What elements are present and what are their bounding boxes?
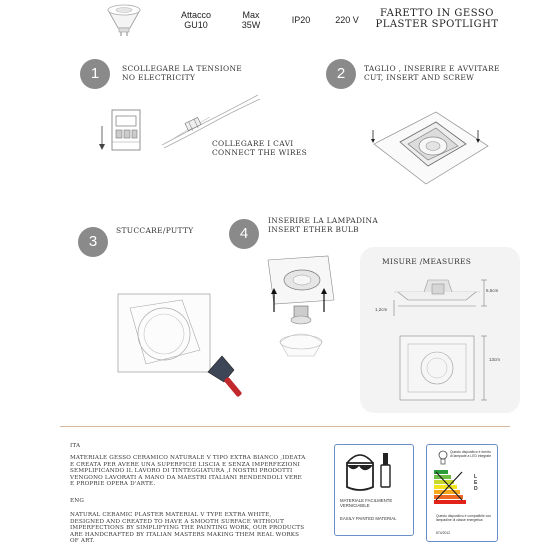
energy-class-bars: [434, 470, 470, 506]
bulb-insert-illustration: [262, 252, 342, 372]
voltage: 220 V: [335, 15, 359, 25]
led-letters: LED: [474, 474, 478, 492]
step-1-text: [122, 64, 272, 82]
paintable-text-ita: MATERIALE FACILMENTE VERNICIABILE: [340, 498, 393, 508]
energy-regulation-code: 874/2012: [436, 531, 451, 535]
dim-width: 13cm: [489, 357, 501, 362]
step-2-line2: CUT, INSERT AND SCREW: [364, 73, 475, 82]
ceiling-cut-illustration: [368, 106, 493, 188]
step-4-text: [268, 216, 408, 234]
product-title: [372, 8, 502, 30]
dim-height: 6,5cm: [486, 288, 499, 293]
led-bulb-icon: [438, 450, 448, 466]
putty-frame-illustration: [116, 292, 212, 374]
step-4-line1: INSERIRE LA LAMPADINA: [268, 216, 379, 225]
step-2-badge: 2: [326, 59, 356, 89]
paintable-text-eng: EASILY PAINTED MATERIAL: [340, 516, 397, 521]
bulb-icon: [104, 4, 144, 36]
attacco-spec: [174, 10, 218, 30]
measures-title: MISURE /MEASURES: [382, 257, 472, 266]
wires-line1: COLLEGARE I CAVI: [212, 139, 294, 148]
step-4-badge: 4: [229, 219, 259, 249]
ip-rating: IP20: [291, 15, 311, 25]
paint-bucket-icon: [343, 449, 399, 493]
wires-line2: CONNECT THE WIRES: [212, 148, 308, 157]
step-1-line2: NO ELECTRICITY: [122, 73, 196, 82]
step-1-line1: SCOLLEGARE LA TENSIONE: [122, 64, 243, 73]
step-3-badge: 3: [78, 227, 108, 257]
attacco-value: GU10: [184, 20, 208, 30]
section-divider: [60, 426, 510, 427]
title-ita: FARETTO IN GESSO: [380, 8, 494, 19]
step-4-line2: INSERT ETHER BULB: [268, 225, 359, 234]
wires-text: [212, 139, 332, 157]
ita-label: ITA: [70, 443, 81, 449]
dim-side: 1,2cm: [375, 307, 388, 312]
eng-description: NATURAL CERAMIC PLASTER MATERIAL V TYPE EXTRA WHITE, DESIGNED AND CREATED TO HAVE A SMOOTH SURFACE WITHOUT IMPERFECTIONS BY SIMPLIFYING THE PAINTING WORK, OUR PRODUCTS ARE HANDCRAFTED BY ITALIAN MASTERS MAKING THEM REAL WORKS OF ART.: [70, 512, 305, 545]
step-1-badge: 1: [80, 59, 110, 89]
power-label: Max: [242, 10, 260, 20]
electric-panel-icon: [96, 104, 156, 159]
step-3-text: [116, 226, 236, 235]
step-2-line1: TAGLIO , INSERIRE E AVVITARE: [364, 64, 500, 73]
eng-label: ENG: [70, 498, 85, 504]
attacco-label: Attacco: [180, 10, 211, 20]
step-3-line1: STUCCARE/PUTTY: [116, 226, 194, 235]
power-spec: [234, 10, 268, 30]
ita-description: MATERIALE GESSO CERAMICO NATURALE V TIPO EXTRA BIANCO ,IDEATA E CREATA PER AVERE UNA SUPERFICIE LISCIA E SENZA IMPERFEZIONI SEMPLIFICANDO IL LAVORO DI TINTEGGIATURA ,I NOSTRI PRODOTTI VENGONO LAVORATI A MANO DA MAESTRI ITALIANI RENDENDOLI VERE E PROPRIE OPERA D'ARTE.: [70, 455, 306, 488]
energy-bottom-text: Questo dispositivo è compatibile con lampadine di classe energetica: [436, 514, 492, 523]
energy-top-text: Questo dispositivo è fornito di lampade a LED integrate: [450, 450, 492, 459]
title-eng: PLASTER SPOTLIGHT: [375, 19, 499, 30]
spatula-icon: [206, 352, 258, 404]
power-value: 35W: [241, 20, 261, 30]
step-2-text: [364, 64, 514, 82]
